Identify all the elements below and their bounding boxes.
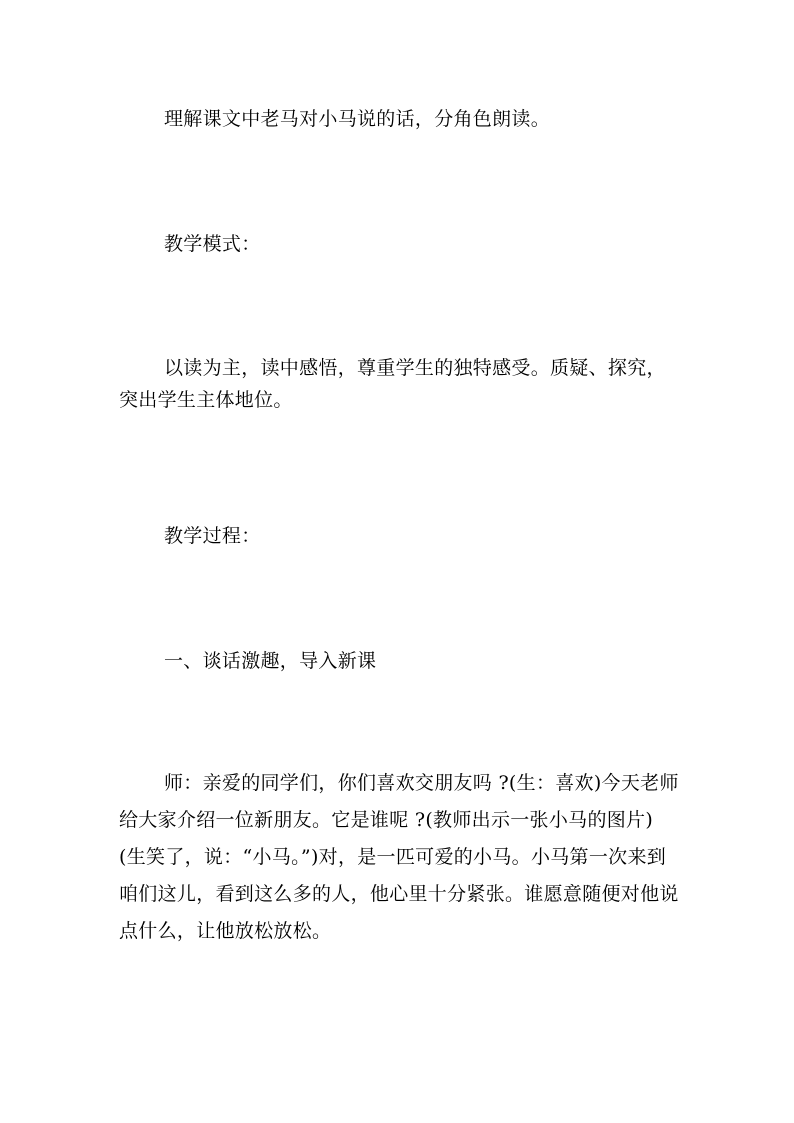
heading-teaching-process: 教学过程：	[164, 525, 261, 547]
section-heading-intro: 一、谈话激趣，导入新课	[164, 650, 377, 672]
paragraph-teacher-dialogue: 师：亲爱的同学们，你们喜欢交朋友吗 ?(生：喜欢)今天老师给大家介绍一位新朋友。它是谁呢 ?(教师出示一张小马的图片)(生笑了，说：“小马。”)对，是一匹可爱的小马。小马第一次来到咱们这儿，看到这么多的人，他心里十分紧张。谁愿意随便对他说点什么，让他放松放松。	[119, 772, 679, 942]
paragraph-teaching-mode: 以读为主，读中感悟，尊重学生的独特感受。质疑、探究，突出学生主体地位。	[119, 357, 666, 411]
heading-teaching-mode: 教学模式：	[164, 233, 261, 255]
paragraph-objective: 理解课文中老马对小马说的话，分角色朗读。	[164, 108, 551, 130]
